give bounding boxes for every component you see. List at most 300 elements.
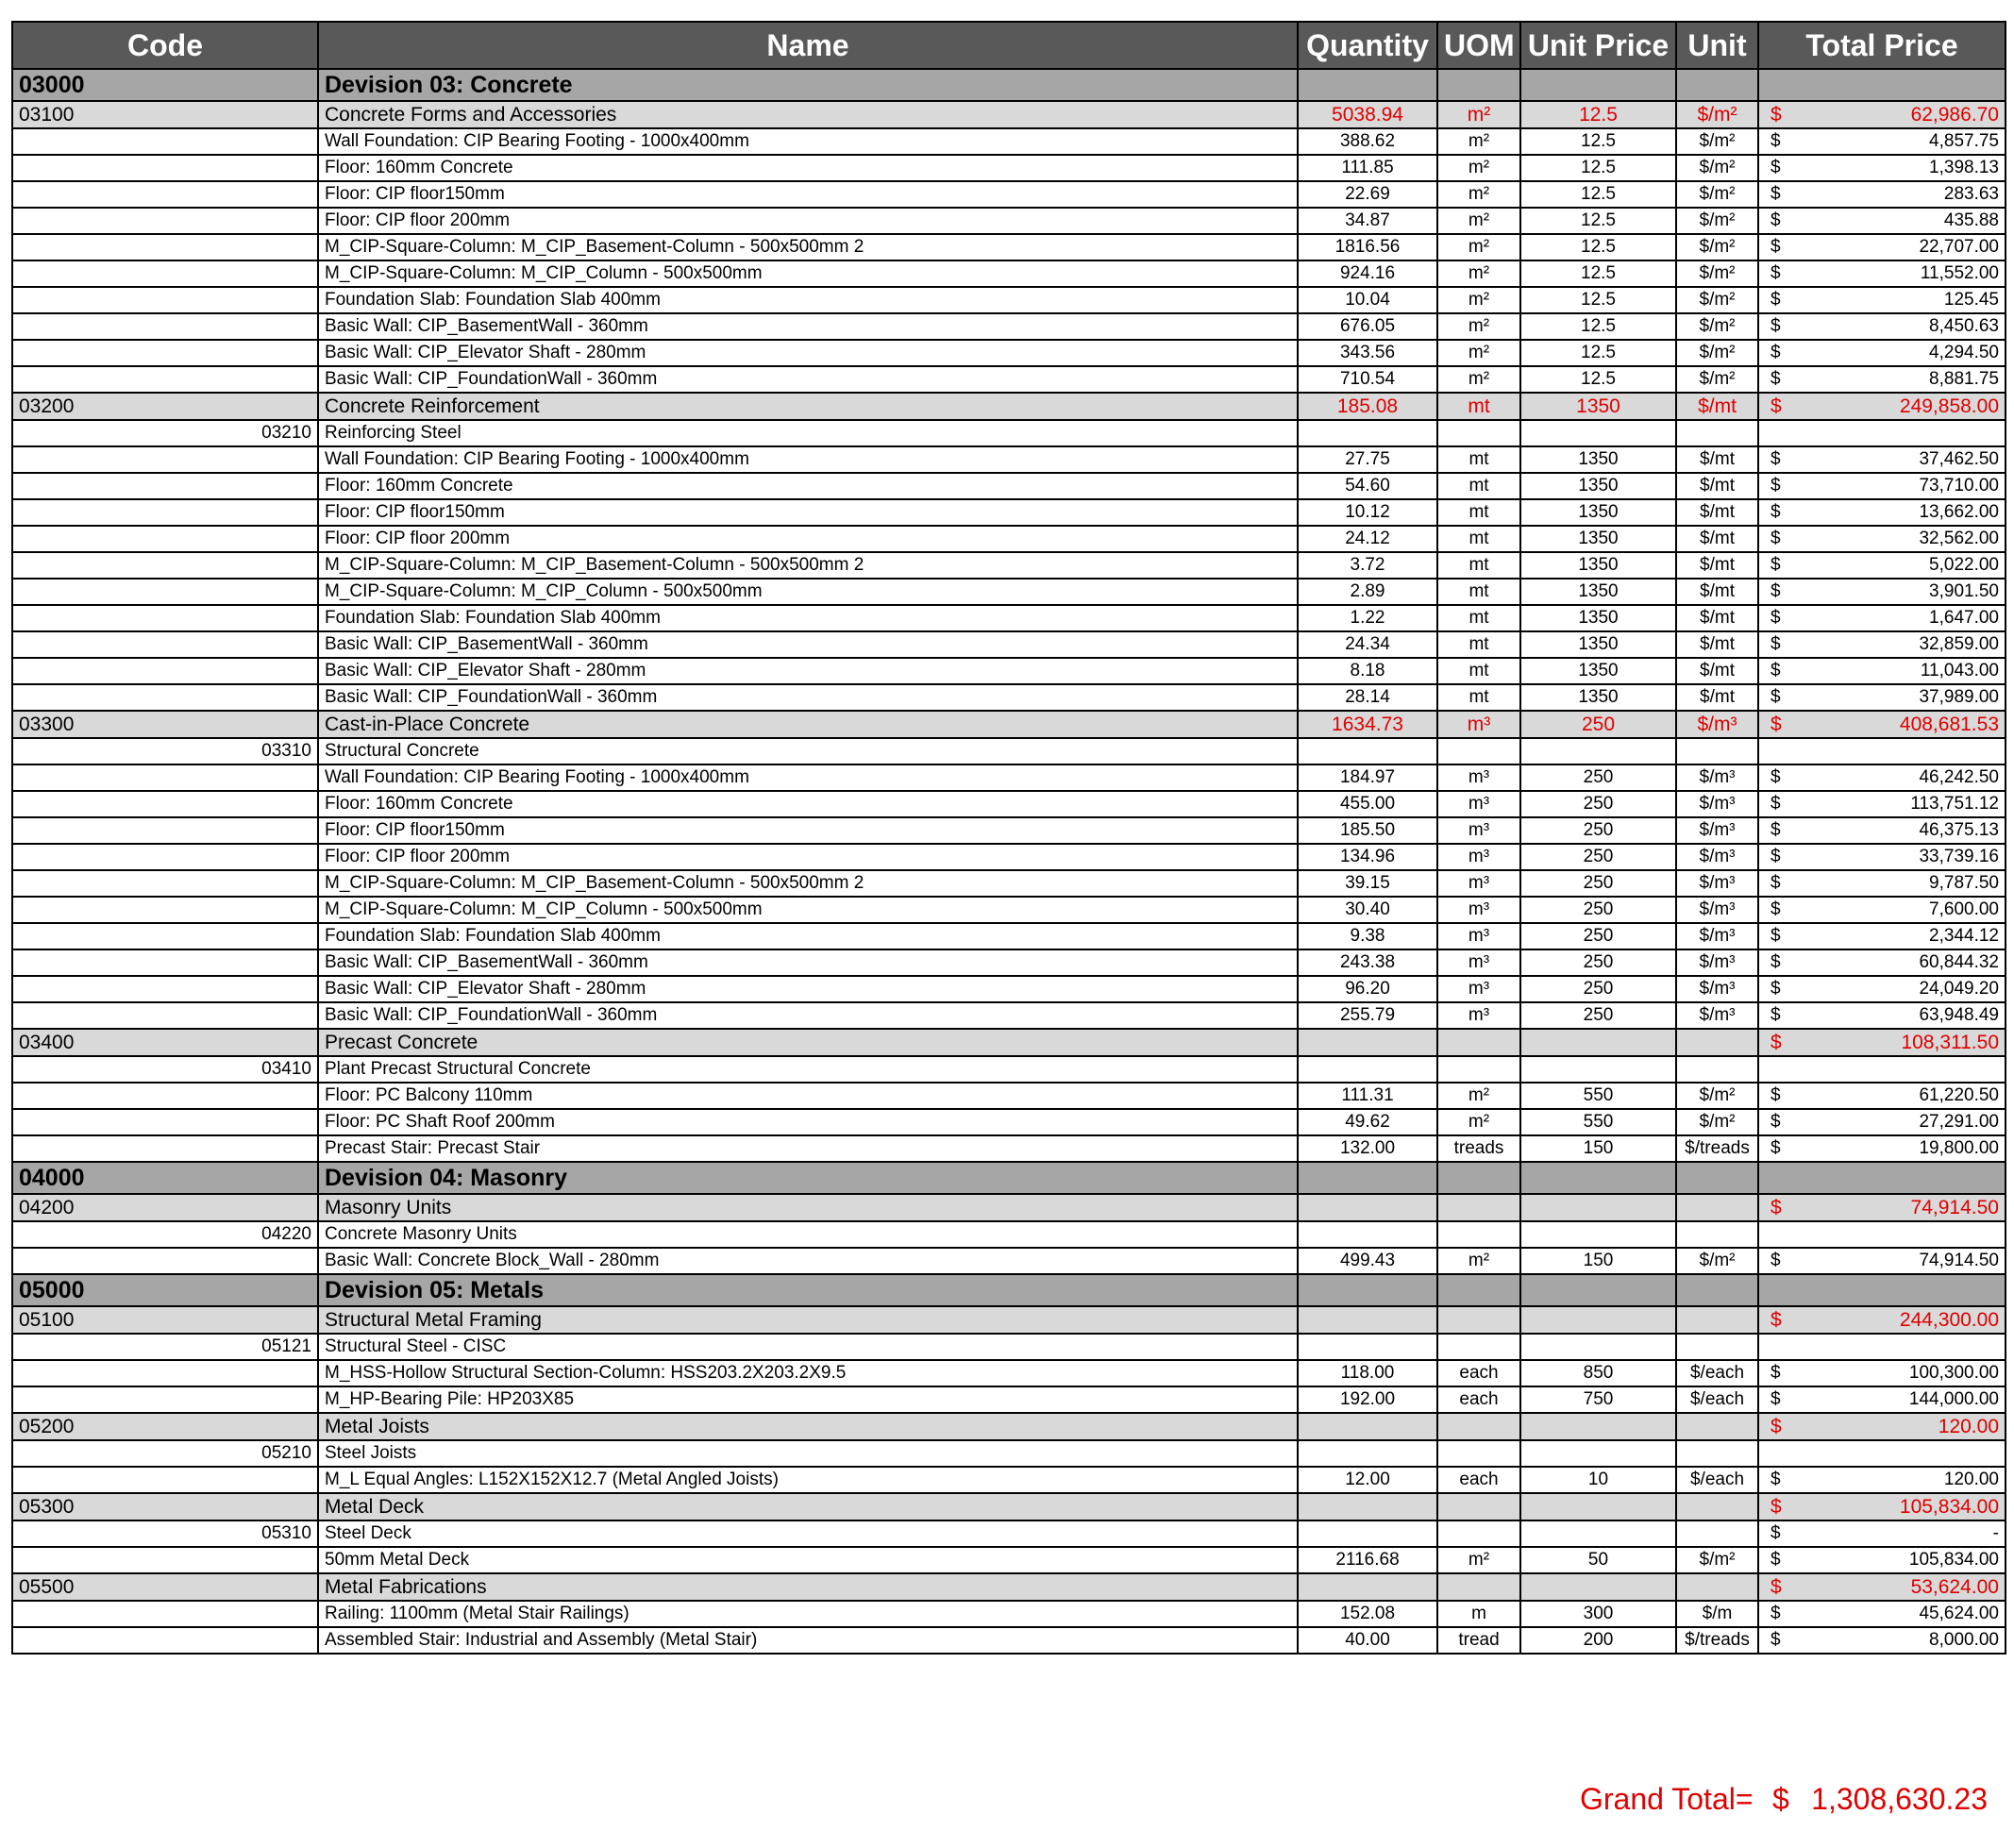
cell-total-price xyxy=(1758,208,2006,234)
currency-symbol: $ xyxy=(1771,184,1781,204)
table-row xyxy=(12,340,2006,366)
currency-symbol: $ xyxy=(1771,369,1781,389)
total-amount: 61,220.50 xyxy=(1919,1085,1999,1105)
cell-unit-price: 250 xyxy=(1520,844,1676,870)
total-amount: 8,000.00 xyxy=(1929,1630,1999,1650)
cell-name: Steel Deck xyxy=(318,1520,1298,1547)
currency-symbol: $ xyxy=(1771,1363,1781,1383)
subsection-row xyxy=(12,1334,2006,1360)
currency-symbol: $ xyxy=(1771,581,1781,601)
subsection-row xyxy=(12,738,2006,764)
cell-name: Floor: 160mm Concrete xyxy=(318,473,1298,499)
cell-quantity xyxy=(1298,1162,1437,1194)
table-row xyxy=(12,791,2006,817)
cell-name: Floor: CIP floor 200mm xyxy=(318,208,1298,234)
cell-uom xyxy=(1437,69,1520,101)
cell-uom: m³ xyxy=(1437,976,1520,1002)
division-row xyxy=(12,1274,2006,1306)
cell-quantity: 499.43 xyxy=(1298,1248,1437,1274)
cell-unit: $/m² xyxy=(1676,101,1758,128)
cell-unit-price: 150 xyxy=(1520,1248,1676,1274)
table-row xyxy=(12,923,2006,949)
cell-code xyxy=(12,446,318,473)
cell-uom: m² xyxy=(1437,208,1520,234)
cell-name: Basic Wall: CIP_FoundationWall - 360mm xyxy=(318,1002,1298,1029)
cell-unit: $/m³ xyxy=(1676,711,1758,738)
cell-quantity: 10.12 xyxy=(1298,499,1437,526)
cell-unit-price: 12.5 xyxy=(1520,155,1676,181)
cell-name: Basic Wall: CIP_Elevator Shaft - 280mm xyxy=(318,976,1298,1002)
currency-symbol: $ xyxy=(1771,476,1781,496)
cell-total-price xyxy=(1758,1248,2006,1274)
cell-total-price xyxy=(1758,738,2006,764)
cell-unit xyxy=(1676,1029,1758,1056)
cell-unit-price: 300 xyxy=(1520,1601,1676,1627)
cell-name: M_CIP-Square-Column: M_CIP_Column - 500x500mm xyxy=(318,260,1298,287)
cell-uom: m² xyxy=(1437,155,1520,181)
cell-code xyxy=(12,526,318,552)
cell-total-price xyxy=(1758,1083,2006,1109)
grand-total-currency: $ xyxy=(1772,1782,1789,1816)
cell-unit: $/m² xyxy=(1676,1547,1758,1573)
total-amount: 37,462.50 xyxy=(1919,449,1999,469)
cell-code xyxy=(12,658,318,684)
cell-name: Basic Wall: CIP_BasementWall - 360mm xyxy=(318,313,1298,340)
cell-quantity xyxy=(1298,1440,1437,1467)
cell-name: M_L Equal Angles: L152X152X12.7 (Metal Angled Joists) xyxy=(318,1467,1298,1493)
cell-unit-price: 1350 xyxy=(1520,631,1676,658)
cell-total-price xyxy=(1758,1467,2006,1493)
cell-uom: mt xyxy=(1437,499,1520,526)
currency-symbol: $ xyxy=(1771,1523,1781,1543)
cell-total-price xyxy=(1758,155,2006,181)
currency-symbol: $ xyxy=(1771,290,1781,310)
cell-name: Floor: PC Shaft Roof 200mm xyxy=(318,1109,1298,1135)
cell-quantity: 10.04 xyxy=(1298,287,1437,313)
cell-code xyxy=(12,1360,318,1386)
table-row xyxy=(12,1360,2006,1386)
cell-code xyxy=(12,552,318,579)
cell-uom: m² xyxy=(1437,181,1520,208)
table-row xyxy=(12,208,2006,234)
table-row xyxy=(12,1601,2006,1627)
section-row xyxy=(12,1306,2006,1334)
cell-quantity xyxy=(1298,69,1437,101)
cell-unit: $/treads xyxy=(1676,1135,1758,1162)
cell-quantity xyxy=(1298,1413,1437,1440)
cell-total-price xyxy=(1758,870,2006,897)
cell-quantity: 111.85 xyxy=(1298,155,1437,181)
cell-unit-price: 12.5 xyxy=(1520,366,1676,393)
cell-uom: m² xyxy=(1437,1248,1520,1274)
cell-unit-price: 1350 xyxy=(1520,552,1676,579)
cell-unit-price: 250 xyxy=(1520,870,1676,897)
grand-total-label: Grand Total= xyxy=(1580,1782,1754,1816)
total-amount: 105,834.00 xyxy=(1899,1496,1999,1518)
cell-quantity: 30.40 xyxy=(1298,897,1437,923)
cell-total-price xyxy=(1758,101,2006,128)
currency-symbol: $ xyxy=(1771,847,1781,866)
header-total-price: Total Price xyxy=(1758,22,2006,69)
header-quantity: Quantity xyxy=(1298,22,1437,69)
cell-unit-price: 550 xyxy=(1520,1109,1676,1135)
currency-symbol: $ xyxy=(1771,555,1781,575)
cell-total-price xyxy=(1758,764,2006,791)
cell-uom xyxy=(1437,1221,1520,1248)
cell-unit-price: 12.5 xyxy=(1520,101,1676,128)
cell-total-price xyxy=(1758,1360,2006,1386)
grand-total-value: 1,308,630.23 xyxy=(1811,1782,1988,1816)
cell-name: Floor: CIP floor 200mm xyxy=(318,526,1298,552)
cell-unit-price: 250 xyxy=(1520,764,1676,791)
currency-symbol: $ xyxy=(1771,1005,1781,1025)
cell-total-price xyxy=(1758,1002,2006,1029)
currency-symbol: $ xyxy=(1771,767,1781,787)
cell-quantity: 455.00 xyxy=(1298,791,1437,817)
section-row xyxy=(12,101,2006,128)
cell-unit-price xyxy=(1520,1520,1676,1547)
cell-quantity: 54.60 xyxy=(1298,473,1437,499)
total-amount: 46,242.50 xyxy=(1919,767,1999,787)
currency-symbol: $ xyxy=(1771,237,1781,257)
cell-name: Basic Wall: CIP_Elevator Shaft - 280mm xyxy=(318,658,1298,684)
currency-symbol: $ xyxy=(1771,979,1781,999)
cell-uom: mt xyxy=(1437,552,1520,579)
total-amount: 32,562.00 xyxy=(1919,529,1999,548)
total-amount: 113,751.12 xyxy=(1910,794,1999,814)
cell-code xyxy=(12,208,318,234)
cell-name: Reinforcing Steel xyxy=(318,420,1298,446)
cell-unit-price: 1350 xyxy=(1520,473,1676,499)
division-row xyxy=(12,69,2006,101)
currency-symbol: $ xyxy=(1771,820,1781,840)
cell-unit-price: 12.5 xyxy=(1520,340,1676,366)
cell-total-price xyxy=(1758,1162,2006,1194)
total-amount: 3,901.50 xyxy=(1929,581,1999,601)
cell-name: Masonry Units xyxy=(318,1194,1298,1221)
cell-quantity xyxy=(1298,1573,1437,1601)
cell-code: 05310 xyxy=(12,1520,318,1547)
cell-name: Structural Concrete xyxy=(318,738,1298,764)
cell-total-price xyxy=(1758,579,2006,605)
cell-uom: m² xyxy=(1437,128,1520,155)
subsection-row xyxy=(12,1056,2006,1083)
cell-unit-price: 12.5 xyxy=(1520,313,1676,340)
cell-unit: $/each xyxy=(1676,1360,1758,1386)
table-row xyxy=(12,234,2006,260)
currency-symbol: $ xyxy=(1771,687,1781,707)
cell-uom: m³ xyxy=(1437,1002,1520,1029)
cell-total-price xyxy=(1758,313,2006,340)
cell-unit: $/m³ xyxy=(1676,870,1758,897)
cell-name: 50mm Metal Deck xyxy=(318,1547,1298,1573)
cell-code: 05100 xyxy=(12,1306,318,1334)
subsection-row xyxy=(12,1440,2006,1467)
cell-uom: m³ xyxy=(1437,791,1520,817)
cell-total-price xyxy=(1758,711,2006,738)
cell-uom xyxy=(1437,1194,1520,1221)
table-row xyxy=(12,579,2006,605)
cell-uom: m³ xyxy=(1437,711,1520,738)
currency-symbol: $ xyxy=(1771,1576,1782,1598)
cell-unit-price: 1350 xyxy=(1520,393,1676,420)
table-row xyxy=(12,446,2006,473)
total-amount: 105,834.00 xyxy=(1908,1550,1999,1570)
table-row xyxy=(12,1083,2006,1109)
cell-unit xyxy=(1676,1162,1758,1194)
table-row xyxy=(12,128,2006,155)
cell-unit: $/m³ xyxy=(1676,923,1758,949)
currency-symbol: $ xyxy=(1771,1389,1781,1409)
cell-name: Wall Foundation: CIP Bearing Footing - 1000x400mm xyxy=(318,446,1298,473)
subsection-row xyxy=(12,420,2006,446)
cell-total-price xyxy=(1758,340,2006,366)
total-amount: 33,739.16 xyxy=(1919,847,1999,866)
section-row xyxy=(12,711,2006,738)
cell-unit-price: 250 xyxy=(1520,923,1676,949)
cell-unit: $/m² xyxy=(1676,1248,1758,1274)
cell-name: Floor: 160mm Concrete xyxy=(318,155,1298,181)
total-amount: 45,624.00 xyxy=(1919,1604,1999,1623)
cell-uom xyxy=(1437,1493,1520,1520)
cell-uom: mt xyxy=(1437,579,1520,605)
cell-total-price xyxy=(1758,976,2006,1002)
currency-symbol: $ xyxy=(1771,529,1781,548)
total-amount: 19,800.00 xyxy=(1919,1138,1999,1158)
cell-name: Devision 03: Concrete xyxy=(318,69,1298,101)
cell-quantity: 9.38 xyxy=(1298,923,1437,949)
total-amount: 144,000.00 xyxy=(1908,1389,1999,1409)
cell-total-price xyxy=(1758,897,2006,923)
cell-uom: m² xyxy=(1437,1547,1520,1573)
cell-code xyxy=(12,340,318,366)
currency-symbol: $ xyxy=(1771,1112,1781,1132)
cell-code xyxy=(12,287,318,313)
total-amount: 1,398.13 xyxy=(1929,158,1999,177)
cell-unit-price xyxy=(1520,69,1676,101)
cell-code xyxy=(12,1386,318,1413)
total-amount: 8,450.63 xyxy=(1929,316,1999,336)
cell-uom xyxy=(1437,1274,1520,1306)
cell-unit: $/mt xyxy=(1676,579,1758,605)
cell-code xyxy=(12,1248,318,1274)
cell-unit-price: 12.5 xyxy=(1520,181,1676,208)
cell-unit-price xyxy=(1520,1493,1676,1520)
total-amount: 435.88 xyxy=(1943,210,1999,230)
cell-quantity xyxy=(1298,1029,1437,1056)
cell-unit-price: 1350 xyxy=(1520,605,1676,631)
cell-unit xyxy=(1676,69,1758,101)
total-amount: 11,552.00 xyxy=(1920,263,1999,283)
cell-total-price xyxy=(1758,234,2006,260)
cell-unit: $/each xyxy=(1676,1386,1758,1413)
cell-name: M_CIP-Square-Column: M_CIP_Basement-Column - 500x500mm 2 xyxy=(318,870,1298,897)
cell-quantity: 12.00 xyxy=(1298,1467,1437,1493)
cell-name: Structural Metal Framing xyxy=(318,1306,1298,1334)
cell-unit-price: 850 xyxy=(1520,1360,1676,1386)
currency-symbol: $ xyxy=(1771,343,1781,362)
cell-total-price xyxy=(1758,817,2006,844)
cell-total-price xyxy=(1758,791,2006,817)
table-row xyxy=(12,287,2006,313)
total-amount: 408,681.53 xyxy=(1899,714,1999,735)
total-amount: 120.00 xyxy=(1943,1470,1999,1489)
cell-quantity: 343.56 xyxy=(1298,340,1437,366)
cell-name: Floor: CIP floor150mm xyxy=(318,499,1298,526)
cell-quantity: 1816.56 xyxy=(1298,234,1437,260)
total-amount: 2,344.12 xyxy=(1929,926,1999,946)
cell-unit-price: 750 xyxy=(1520,1386,1676,1413)
total-amount: 27,291.00 xyxy=(1919,1112,1999,1132)
cell-code xyxy=(12,1002,318,1029)
currency-symbol: $ xyxy=(1771,1138,1781,1158)
table-row xyxy=(12,1547,2006,1573)
table-row xyxy=(12,552,2006,579)
cell-unit: $/mt xyxy=(1676,684,1758,711)
cell-quantity: 184.97 xyxy=(1298,764,1437,791)
cell-total-price xyxy=(1758,499,2006,526)
cell-total-price xyxy=(1758,658,2006,684)
cell-uom: m³ xyxy=(1437,844,1520,870)
cell-code xyxy=(12,631,318,658)
cell-uom: mt xyxy=(1437,526,1520,552)
cell-unit xyxy=(1676,738,1758,764)
section-row xyxy=(12,1493,2006,1520)
cell-uom xyxy=(1437,1440,1520,1467)
cell-unit xyxy=(1676,420,1758,446)
cell-unit-price: 12.5 xyxy=(1520,234,1676,260)
cell-unit: $/each xyxy=(1676,1467,1758,1493)
currency-symbol: $ xyxy=(1771,661,1781,680)
cell-unit: $/mt xyxy=(1676,552,1758,579)
cell-uom: m² xyxy=(1437,1109,1520,1135)
cell-name: Devision 05: Metals xyxy=(318,1274,1298,1306)
table-row xyxy=(12,313,2006,340)
cell-unit-price xyxy=(1520,420,1676,446)
cell-total-price xyxy=(1758,287,2006,313)
cell-code: 03400 xyxy=(12,1029,318,1056)
total-amount: 74,914.50 xyxy=(1910,1197,1999,1218)
cell-unit-price: 250 xyxy=(1520,817,1676,844)
table-row xyxy=(12,526,2006,552)
cell-total-price xyxy=(1758,1627,2006,1654)
cell-total-price xyxy=(1758,1221,2006,1248)
cell-total-price xyxy=(1758,1274,2006,1306)
cell-uom xyxy=(1437,1413,1520,1440)
table-body xyxy=(12,69,2006,1654)
total-amount: 22,707.00 xyxy=(1919,237,1999,257)
cell-code: 03310 xyxy=(12,738,318,764)
cell-quantity xyxy=(1298,1334,1437,1360)
header-row xyxy=(12,22,2006,69)
cell-uom: m³ xyxy=(1437,897,1520,923)
currency-symbol: $ xyxy=(1771,926,1781,946)
cell-name: Basic Wall: CIP_BasementWall - 360mm xyxy=(318,631,1298,658)
cell-quantity xyxy=(1298,1221,1437,1248)
cell-uom: tread xyxy=(1437,1627,1520,1654)
cell-uom: mt xyxy=(1437,605,1520,631)
cell-unit-price: 1350 xyxy=(1520,658,1676,684)
cell-unit xyxy=(1676,1413,1758,1440)
cell-unit-price: 1350 xyxy=(1520,684,1676,711)
total-amount: 62,986.70 xyxy=(1910,104,1999,126)
cell-unit-price xyxy=(1520,1056,1676,1083)
currency-symbol: $ xyxy=(1771,210,1781,230)
cell-unit xyxy=(1676,1334,1758,1360)
cell-unit xyxy=(1676,1493,1758,1520)
cell-total-price xyxy=(1758,844,2006,870)
currency-symbol: $ xyxy=(1771,131,1781,151)
cell-code: 03100 xyxy=(12,101,318,128)
table-row xyxy=(12,1135,2006,1162)
cell-name: Structural Steel - CISC xyxy=(318,1334,1298,1360)
cell-uom xyxy=(1437,1056,1520,1083)
cell-name: Foundation Slab: Foundation Slab 400mm xyxy=(318,287,1298,313)
cell-quantity: 676.05 xyxy=(1298,313,1437,340)
cell-unit-price: 12.5 xyxy=(1520,260,1676,287)
cell-unit-price: 250 xyxy=(1520,791,1676,817)
cell-uom xyxy=(1437,1162,1520,1194)
table-row xyxy=(12,870,2006,897)
total-amount: 4,294.50 xyxy=(1929,343,1999,362)
cell-unit: $/m³ xyxy=(1676,949,1758,976)
cell-name: Floor: CIP floor150mm xyxy=(318,817,1298,844)
cell-quantity: 134.96 xyxy=(1298,844,1437,870)
currency-symbol: $ xyxy=(1771,899,1781,919)
cell-uom: mt xyxy=(1437,658,1520,684)
cell-unit-price: 250 xyxy=(1520,711,1676,738)
cell-code xyxy=(12,234,318,260)
cell-quantity: 185.08 xyxy=(1298,393,1437,420)
table-row xyxy=(12,1386,2006,1413)
cell-name: M_CIP-Square-Column: M_CIP_Column - 500x500mm xyxy=(318,897,1298,923)
cell-quantity: 710.54 xyxy=(1298,366,1437,393)
cell-total-price xyxy=(1758,1440,2006,1467)
cell-code xyxy=(12,791,318,817)
cell-total-price xyxy=(1758,446,2006,473)
cell-name: Basic Wall: CIP_Elevator Shaft - 280mm xyxy=(318,340,1298,366)
cell-name: Railing: 1100mm (Metal Stair Railings) xyxy=(318,1601,1298,1627)
cell-unit: $/m³ xyxy=(1676,791,1758,817)
cell-code xyxy=(12,155,318,181)
cell-uom: each xyxy=(1437,1467,1520,1493)
cell-name: Floor: PC Balcony 110mm xyxy=(318,1083,1298,1109)
currency-symbol: $ xyxy=(1771,1496,1782,1518)
table-row xyxy=(12,1248,2006,1274)
cell-total-price xyxy=(1758,1386,2006,1413)
cell-unit: $/m² xyxy=(1676,128,1758,155)
cell-unit-price: 150 xyxy=(1520,1135,1676,1162)
total-amount: 1,647.00 xyxy=(1929,608,1999,628)
cell-name: Devision 04: Masonry xyxy=(318,1162,1298,1194)
cell-unit: $/m³ xyxy=(1676,976,1758,1002)
cell-code: 05500 xyxy=(12,1573,318,1601)
table-row xyxy=(12,817,2006,844)
cell-uom: mt xyxy=(1437,631,1520,658)
header-uom: UOM xyxy=(1437,22,1520,69)
cell-unit xyxy=(1676,1056,1758,1083)
cell-quantity: 111.31 xyxy=(1298,1083,1437,1109)
cell-code xyxy=(12,897,318,923)
cell-unit-price xyxy=(1520,1440,1676,1467)
cell-name: Wall Foundation: CIP Bearing Footing - 1000x400mm xyxy=(318,128,1298,155)
cell-quantity: 1634.73 xyxy=(1298,711,1437,738)
cell-uom: mt xyxy=(1437,393,1520,420)
cell-uom: m² xyxy=(1437,101,1520,128)
cell-uom: m³ xyxy=(1437,870,1520,897)
cell-quantity xyxy=(1298,1493,1437,1520)
header-unit: Unit xyxy=(1676,22,1758,69)
